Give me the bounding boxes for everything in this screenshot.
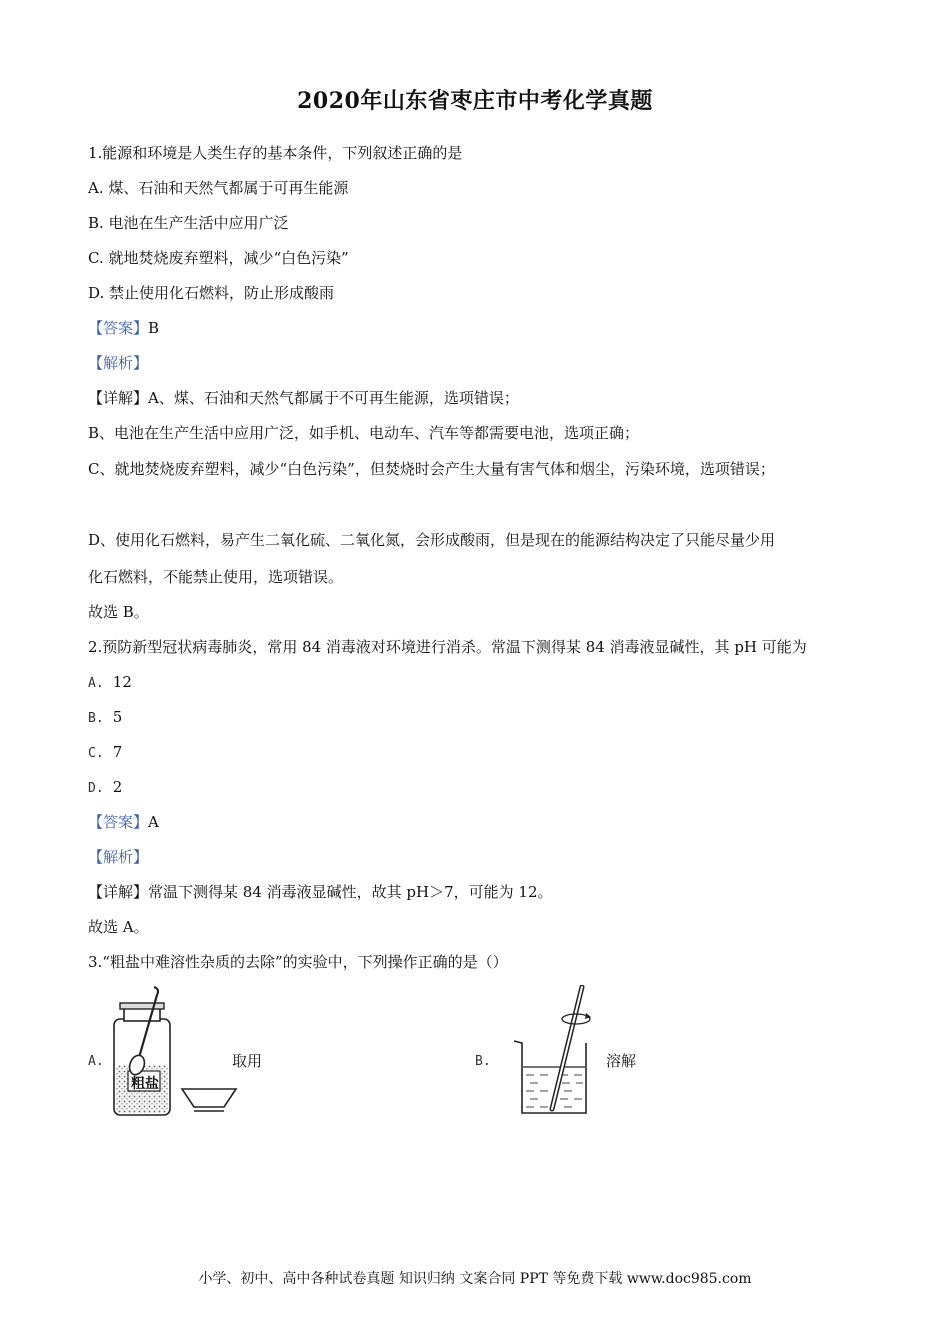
q2-option-d	[88, 777, 122, 799]
option-text: 5	[112, 708, 123, 726]
salt-jar-drawing	[108, 985, 238, 1120]
q2-option-a	[88, 672, 132, 694]
q2-detail-line	[88, 882, 553, 902]
option-text: 7	[112, 743, 123, 761]
q2-answer	[88, 812, 159, 832]
salt-jar-figure	[108, 985, 238, 1120]
q1-option-d: D. 禁止使用化石燃料，防止形成酸雨	[88, 284, 335, 302]
q2-conclusion: 故选 A。	[88, 918, 149, 936]
q1-detail-line: B、电池在生产生活中应用广泛，如手机、电动车、汽车等都需要电池，选项正确；	[88, 424, 640, 442]
q2-option-b	[88, 707, 122, 729]
answer-label: 【答案】	[88, 813, 149, 831]
option-text: 12	[112, 673, 132, 691]
q3-option-b-caption: 溶解	[606, 1052, 637, 1070]
option-mark: D.	[88, 781, 104, 796]
q1-detail-line: 化石燃料，不能禁止使用，选项错误。	[88, 568, 344, 586]
option-mark: B.	[88, 711, 104, 726]
detail-text: 常温下测得某 84 消毒液显碱性，故其 pH＞7，可能为 12。	[148, 883, 553, 901]
q2-stem: 2.预防新型冠状病毒肺炎，常用 84 消毒液对环境进行消杀。常温下测得某 84 消毒液显碱性，其 pH 可能为	[88, 638, 807, 656]
q3-option-a-mark: A.	[88, 1054, 104, 1069]
q3-option-a-caption: 取用	[232, 1052, 263, 1070]
q3-option-b-mark: B.	[475, 1054, 491, 1069]
jar-label: 粗盐	[131, 1076, 159, 1092]
detail-text: A、煤、石油和天然气都属于不可再生能源，选项错误；	[148, 389, 519, 407]
answer-label: 【答案】	[88, 319, 149, 337]
q1-stem: 1.能源和环境是人类生存的基本条件，下列叙述正确的是	[88, 144, 463, 162]
option-text: 2	[112, 778, 123, 796]
answer-value: B	[148, 319, 160, 337]
footer-text: 小学、初中、高中各种试卷真题 知识归纳 文案合同 PPT 等免费下载 www.doc985.com	[198, 1271, 752, 1287]
q1-answer	[88, 318, 159, 338]
q1-detail-line	[88, 388, 519, 408]
option-mark: C.	[88, 746, 104, 761]
answer-value: A	[148, 813, 159, 831]
detail-label: 【详解】	[88, 883, 149, 901]
q2-option-c	[88, 742, 122, 764]
q1-option-a: A. 煤、石油和天然气都属于可再生能源	[88, 179, 349, 197]
q1-detail-line: C、就地焚烧废弃塑料，减少“白色污染”，但焚烧时会产生大量有害气体和烟尘，污染环境，选项错误；	[88, 460, 775, 478]
q3-stem: 3.“粗盐中难溶性杂质的去除”的实验中，下列操作正确的是（）	[88, 953, 508, 971]
q1-analysis-label: 【解析】	[88, 354, 149, 372]
q2-analysis-label: 【解析】	[88, 848, 149, 866]
q1-detail-line: D、使用化石燃料，易产生二氧化硫、二氧化氮，会形成酸雨，但是现在的能源结构决定了只能尽量少用	[88, 531, 776, 549]
q1-option-b: B. 电池在生产生活中应用广泛	[88, 214, 289, 232]
option-mark: A.	[88, 676, 104, 691]
detail-label: 【详解】	[88, 389, 149, 407]
beaker-drawing	[510, 985, 600, 1120]
q1-conclusion: 故选 B。	[88, 603, 149, 621]
beaker-figure	[510, 985, 600, 1120]
q1-option-c: C. 就地焚烧废弃塑料，减少“白色污染”	[88, 249, 349, 267]
page-title: 2020年山东省枣庄市中考化学真题	[297, 88, 653, 114]
